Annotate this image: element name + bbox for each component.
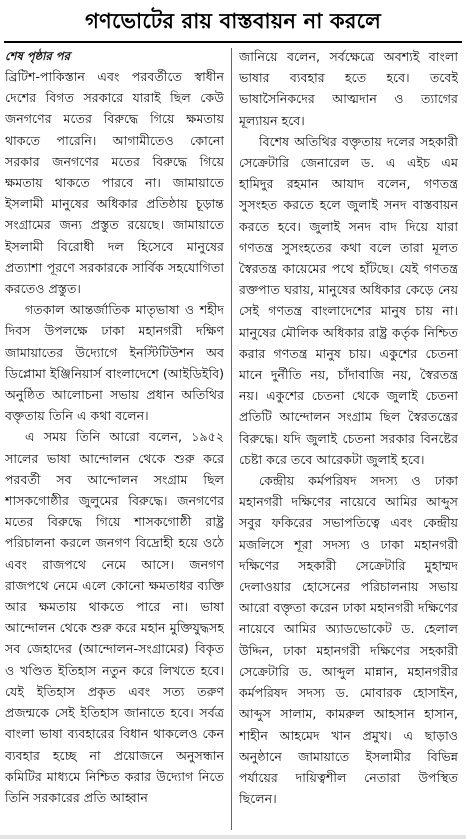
body-paragraph: এ সময় তিনি আরো বলেন, ১৯৫২ সালের ভাষা আন্দোলন থেকে শুরু করে পরবর্তী সব আন্দোলন সংগ্রাম ছিল শাসকগোষ্ঠীর জুলুমের বিরুদ্ধে। জনগণের মতের বিরুদ্ধে গিয়ে শাসকগোষ্ঠী রাষ্ট্র পরিচালনা করলে জনগণ বিদ্রোহী হয়ে ওঠে এবং রাজপথে নেমে আসে। জনগণ রাজপথে নেমে এলে কোনো ক্ষমতাধর ব্যক্তি আর ক্ষমতায় থাকতে পারে না। ভাষা আন্দোলন থেকে শুরু করে মহান মুক্তিযুদ্ধসহ সব জেহাদের (আন্দোলন-সংগ্রামের) বিকৃত ও খণ্ডিত ইতিহাস নতুন করে লিখতে হবে। যেই ইতিহাস প্রকৃত এবং সত্য তরুণ প্রজন্মকে সেই ইতিহাস জানাতে হবে। সর্বত্র বাংলা ভাষা ব্যবহারের বিধান থাকলেও কেন ব্যবহার হচ্ছে না প্রয়োজনে অনুসন্ধান কমিটির মাধ্যমে নিশ্চিত করার উদ্যোগ নিতে তিনি সরকারের প্রতি আহ্বান bbox=[5, 429, 224, 805]
body-paragraph: গতকাল আন্তর্জাতিক মাতৃভাষা ও শহীদ দিবস উপলক্ষে ঢাকা মহানগরী দক্ষিণ জামায়াতের উদ্যোগে ইনস্টিটিউশন অব ডিপ্লোমা ইঞ্জিনিয়ার্স বাংলাদেশে (আইডিইবি) অনুষ্ঠিত আলোচনা সভায় প্রধান অতিথির বক্তৃতায় তিনি এ কথা বলেন। bbox=[5, 302, 224, 424]
body-paragraph: বিশেষ অতিথির বক্তৃতায় দলের সহকারী সেক্রেটারি জেনারেল ড. এ এইচ এম হামিদুর রহমান আযাদ বলেন, গণতন্ত্র সুসংহত করতে হলে জুলাই সনদ বাস্তবায়ন করতে হবে। জুলাই সনদ বাদ দিয়ে যারা গণতন্ত্র সুসংহতের কথা বলে তারা মূলত স্বৈরতন্ত্র কায়েমের পথে হাঁটছে। যেই গণতন্ত্র রক্তপাত ঘরায়, মানুষের অধিকার কেড়ে নেয় সেই গণতন্ত্র বাংলাদেশের মানুষ চায় না। মানুষের মৌলিক অধিকার রাষ্ট্র কর্তৃক নিশ্চিত করার গণতন্ত্র মানুষ চায়। একুশের চেতনা মানে দুর্নীতি নয়, চাঁদাবাজি নয়, স্বৈরতন্ত্র নয়। একুশের চেতনা থেকে জুলাই চেতনা প্রতিটি আন্দোলন সংগ্রাম ছিল স্বৈরতন্ত্রের বিরুদ্ধে। যদি জুলাই চেতনা সরকার বিনষ্টের চেষ্টা করে তবে আরেকটা জুলাই হবে। bbox=[239, 133, 458, 467]
bottom-edge bbox=[0, 835, 466, 839]
article-headline: গণভোটের রায় বাস্তবায়ন না করলে bbox=[85, 9, 381, 33]
article-column-right bbox=[239, 46, 458, 834]
body-paragraph: ব্রিটিশ-পাকিস্তান এবং পরবর্তীতে স্বাধীন দেশের বিগত সরকারে যারাই ছিল কেউ জনগণের মতের বিরুদ্ধে গিয়ে ক্ষমতায় থাকতে পারেনি। আগামীতেও কোনো সরকার জনগণের মতের বিরুদ্ধে গিয়ে ক্ষমতায় থাকতে পারবে না। জামায়াতে ইসলামী মানুষের অধিকার প্রতিষ্ঠায় চূড়ান্ত সংগ্রামের জন্য প্রস্তুত রয়েছে। জামায়াতে ইসলামী বিরোধী দল হিসেবে মানুষের প্রত্যাশা পূরণে সরকারকে সার্বিক সহযোগিতা করতেও প্রস্তুত। bbox=[5, 69, 224, 297]
article-column-left bbox=[5, 46, 224, 834]
body-paragraph: কেন্দ্রীয় কর্মপরিষদ সদস্য ও ঢাকা মহানগরী দক্ষিণের নায়েবে আমির আব্দুস সবুর ফকিরের সভাপতিত্বে এবং কেন্দ্রীয় মজলিসে শূরা সদস্য ও ঢাকা মহানগরী দক্ষিণের সহকারী সেক্রেটারি মুহাম্মদ দেলাওয়ার হোসেনের পরিচালনায় সভায় আরো বক্তৃতা করেন ঢাকা মহানগরী দক্ষিণের নায়েবে আমির অ্যাডভোকেট ড. হেলাল উদ্দিন, ঢাকা মহানগরী দক্ষিণের সহকারী সেক্রেটারি ড. আব্দুল মান্নান, মহানগরীর কর্মপরিষদ সদস্য ড. মোবারক হোসাইন, আব্দুস সালাম, কামরুল আহসান হাসান, শাহীন আহমেদ খান প্রমুখ। এ ছাড়াও অনুষ্ঠানে জামায়াতে ইসলামীর বিভিন্ন পর্যায়ের দায়িত্বশীল নেতারা উপস্থিত ছিলেন। bbox=[239, 473, 458, 807]
body-paragraph: জানিয়ে বলেন, সর্বক্ষেত্রে অবশ্যই বাংলা ভাষার ব্যবহার হতে হবে। তবেই ভাষাসৈনিকদের আত্মদান ও ত্যাগের মূল্যায়ন হবে। bbox=[239, 49, 458, 128]
continued-from-label: শেষ পৃষ্ঠার পর bbox=[5, 49, 70, 63]
headline-rule bbox=[4, 41, 462, 43]
column-divider bbox=[231, 48, 232, 830]
